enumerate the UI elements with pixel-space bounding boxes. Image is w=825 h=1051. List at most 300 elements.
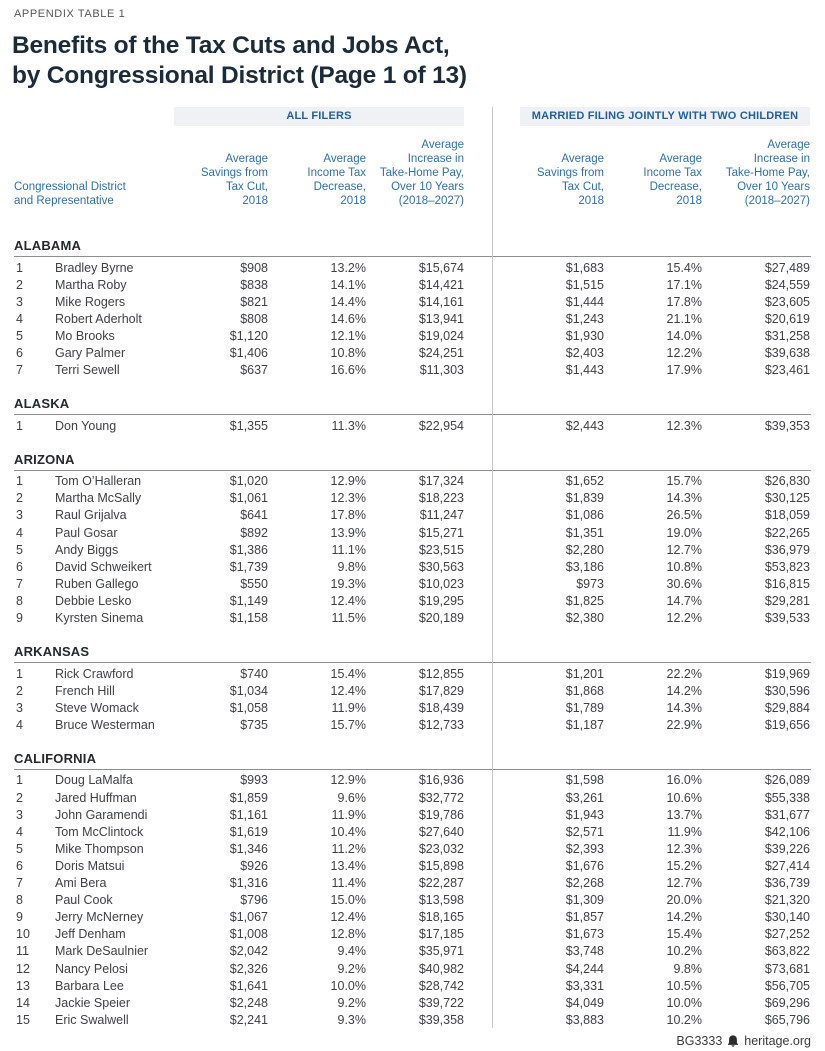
representative-name: Barbara Lee	[55, 978, 124, 993]
district-number: 4	[16, 311, 23, 326]
table-row	[14, 807, 811, 824]
cell-value: 17.8%	[330, 508, 366, 523]
cell-value: 14.7%	[666, 593, 702, 608]
cell-value: $1,316	[229, 876, 268, 891]
cell-value: 19.3%	[330, 576, 366, 591]
cell-value: $1,619	[229, 824, 268, 839]
district-number: 7	[16, 576, 23, 591]
cell-value: $2,248	[229, 995, 268, 1010]
cell-value: $1,161	[229, 807, 268, 822]
representative-name: Steve Womack	[55, 700, 139, 715]
state-section	[14, 751, 811, 1029]
cell-value: $17,324	[418, 474, 464, 489]
representative-name: Paul Gosar	[55, 525, 118, 540]
representative-name: Ruben Gallego	[55, 576, 139, 591]
cell-value: $10,023	[418, 576, 464, 591]
cell-value: 11.3%	[331, 418, 366, 433]
cell-value: $1,683	[565, 260, 604, 275]
cell-value: 14.6%	[330, 311, 366, 326]
table-row	[14, 260, 811, 277]
representative-name: Jeff Denham	[55, 927, 126, 942]
cell-value: $65,796	[764, 1012, 810, 1027]
cell-value: $926	[240, 858, 268, 873]
cell-value: 12.2%	[666, 345, 702, 360]
cell-value: 10.2%	[666, 1012, 702, 1027]
table-row	[14, 559, 811, 576]
representative-name: David Schweikert	[55, 559, 152, 574]
cell-value: $1,443	[565, 363, 604, 378]
cell-value: 10.5%	[666, 978, 702, 993]
table-row	[14, 345, 811, 362]
cell-value: $1,825	[565, 593, 604, 608]
cell-value: $21,320	[764, 893, 810, 908]
table-row	[14, 473, 811, 490]
cell-value: $1,839	[565, 491, 604, 506]
cell-value: $19,786	[418, 807, 464, 822]
cell-value: $1,789	[565, 700, 604, 715]
district-number: 8	[16, 593, 23, 608]
cell-value: $808	[240, 311, 268, 326]
representative-name: Tom McClintock	[55, 824, 144, 839]
table-row	[14, 507, 811, 524]
cell-value: $11,247	[419, 508, 464, 523]
cell-value: $796	[240, 893, 268, 908]
page-title	[12, 31, 811, 91]
cell-value: $63,822	[764, 944, 810, 959]
cell-value: 14.3%	[666, 491, 702, 506]
cell-value: $23,515	[418, 542, 464, 557]
cell-value: $1,515	[565, 277, 604, 292]
cell-value: $22,287	[418, 876, 464, 891]
representative-name: Bruce Westerman	[55, 717, 155, 732]
cell-value: 14.1%	[330, 277, 366, 292]
cell-value: $1,641	[229, 978, 268, 993]
cell-value: 11.2%	[331, 841, 366, 856]
table-row	[14, 277, 811, 294]
cell-value: 10.0%	[330, 978, 366, 993]
cell-value: 12.3%	[666, 418, 702, 433]
state-section	[14, 644, 811, 734]
representative-name: Ami Bera	[55, 876, 107, 891]
cell-value: $18,439	[418, 700, 464, 715]
cell-value: 13.4%	[330, 858, 366, 873]
cell-value: $892	[240, 525, 268, 540]
group-divider-line	[492, 107, 493, 1028]
cell-value: 10.8%	[666, 559, 702, 574]
cell-value: 11.5%	[331, 611, 366, 625]
cell-value: $20,189	[418, 611, 464, 625]
table-row	[14, 909, 811, 926]
cell-value: 12.8%	[330, 927, 366, 942]
column-header-takehome-married: Average Increase in Take-Home Pay, Over 10 Years (2018–2027)	[725, 139, 810, 207]
cell-value: $18,059	[764, 508, 810, 523]
footer-site: heritage.org	[744, 1033, 811, 1048]
cell-value: $15,674	[418, 260, 464, 275]
cell-value: $11,303	[419, 363, 464, 378]
cell-value: $30,125	[764, 491, 810, 506]
cell-value: $31,258	[764, 328, 810, 343]
district-number: 8	[16, 893, 23, 908]
cell-value: $3,186	[565, 559, 604, 574]
cell-value: $12,855	[418, 666, 464, 681]
state-name: ALASKA	[14, 396, 811, 415]
cell-value: $838	[240, 277, 268, 292]
district-number: 6	[16, 345, 23, 360]
cell-value: $3,883	[565, 1012, 604, 1027]
cell-value: $39,226	[764, 841, 810, 856]
representative-name: Martha McSally	[55, 491, 142, 506]
representative-name: Robert Aderholt	[55, 311, 142, 326]
cell-value: $1,857	[565, 910, 604, 925]
cell-value: 11.9%	[667, 824, 702, 839]
cell-value: $13,941	[418, 311, 464, 326]
cell-value: 19.0%	[666, 525, 702, 540]
cell-value: $26,089	[764, 773, 810, 788]
cell-value: 22.2%	[666, 666, 702, 681]
cell-value: $908	[240, 260, 268, 275]
state-section	[14, 396, 811, 435]
cell-value: 12.4%	[330, 910, 366, 925]
table-row	[14, 666, 811, 683]
district-number: 5	[16, 841, 23, 856]
cell-value: $39,533	[764, 611, 810, 625]
table-row	[14, 311, 811, 328]
district-number: 3	[16, 807, 23, 822]
district-number: 4	[16, 824, 23, 839]
cell-value: 17.1%	[666, 277, 702, 292]
cell-value: 14.3%	[666, 700, 702, 715]
cell-value: 9.6%	[337, 790, 366, 805]
cell-value: 15.4%	[330, 666, 366, 681]
state-rows	[14, 257, 811, 379]
district-number: 1	[16, 773, 23, 788]
representative-name: Don Young	[55, 418, 117, 433]
cell-value: $1,020	[229, 474, 268, 489]
cell-value: $2,326	[229, 961, 268, 976]
cell-value: $27,414	[764, 858, 810, 873]
district-number: 4	[16, 525, 23, 540]
cell-value: $28,742	[418, 978, 464, 993]
state-section	[14, 238, 811, 379]
cell-value: $1,008	[229, 927, 268, 942]
cell-value: $19,295	[418, 593, 464, 608]
cell-value: 10.2%	[666, 944, 702, 959]
representative-name: Nancy Pelosi	[55, 961, 128, 976]
cell-value: $1,739	[229, 559, 268, 574]
footer-report-code: BG3333	[676, 1033, 723, 1048]
cell-value: $18,223	[418, 491, 464, 506]
representative-name: Doris Matsui	[55, 858, 125, 873]
cell-value: $1,187	[565, 717, 604, 732]
representative-name: John Garamendi	[55, 807, 148, 822]
cell-value: $1,355	[229, 418, 268, 433]
district-number: 1	[16, 418, 23, 433]
table-row	[14, 943, 811, 960]
group-header-row	[14, 107, 811, 126]
page-title-line2: by Congressional District (Page 1 of 13)	[12, 62, 467, 89]
cell-value: 10.4%	[330, 824, 366, 839]
cell-value: 11.1%	[331, 542, 366, 557]
cell-value: $39,358	[418, 1012, 464, 1027]
table-row	[14, 418, 811, 435]
cell-value: 9.8%	[337, 559, 366, 574]
cell-value: $39,353	[764, 418, 810, 433]
bell-icon	[727, 1035, 739, 1047]
cell-value: 12.3%	[330, 491, 366, 506]
representative-name: Eric Swalwell	[55, 1012, 129, 1027]
cell-value: $1,386	[229, 542, 268, 557]
table-row	[14, 1012, 811, 1029]
table-row	[14, 576, 811, 593]
representative-name: Tom O’Halleran	[55, 474, 142, 489]
cell-value: $23,032	[418, 841, 464, 856]
column-header-tax-decrease-all: Average Income Tax Decrease, 2018	[307, 153, 366, 207]
district-number: 5	[16, 328, 23, 343]
cell-value: 9.3%	[337, 1012, 366, 1027]
representative-name: French Hill	[55, 683, 115, 698]
state-rows	[14, 415, 811, 435]
cell-value: $3,331	[565, 978, 604, 993]
cell-value: $13,598	[418, 893, 464, 908]
representative-name: Jackie Speier	[55, 995, 131, 1010]
representative-name: Debbie Lesko	[55, 593, 132, 608]
cell-value: $1,120	[229, 328, 268, 343]
cell-value: 14.2%	[666, 910, 702, 925]
cell-value: $20,619	[764, 311, 810, 326]
cell-value: 9.8%	[673, 961, 702, 976]
cell-value: 15.4%	[666, 260, 702, 275]
cell-value: $30,596	[764, 683, 810, 698]
table-row	[14, 841, 811, 858]
cell-value: $31,677	[764, 807, 810, 822]
cell-value: $39,638	[764, 345, 810, 360]
representative-name: Kyrsten Sinema	[55, 611, 144, 625]
cell-value: $27,489	[764, 260, 810, 275]
cell-value: $22,954	[418, 418, 464, 433]
cell-value: $1,652	[565, 474, 604, 489]
cell-value: $36,979	[764, 542, 810, 557]
cell-value: 22.9%	[666, 717, 702, 732]
cell-value: $30,140	[764, 910, 810, 925]
cell-value: $1,351	[565, 525, 604, 540]
cell-value: 11.4%	[331, 876, 366, 891]
table-row	[14, 362, 811, 379]
cell-value: 26.5%	[666, 508, 702, 523]
district-number: 6	[16, 559, 23, 574]
cell-value: $993	[240, 773, 268, 788]
cell-value: $1,346	[229, 841, 268, 856]
representative-name: Mo Brooks	[55, 328, 115, 343]
column-header-tax-decrease-married: Average Income Tax Decrease, 2018	[643, 153, 702, 207]
district-number: 2	[16, 683, 23, 698]
cell-value: $53,823	[764, 559, 810, 574]
cell-value: $56,705	[764, 978, 810, 993]
district-number: 9	[16, 910, 23, 925]
cell-value: $29,884	[764, 700, 810, 715]
cell-value: 11.9%	[331, 807, 366, 822]
cell-value: $35,971	[418, 944, 464, 959]
column-header-avg-savings-married: Average Savings from Tax Cut, 2018	[536, 153, 604, 207]
district-number: 10	[16, 927, 30, 942]
cell-value: $1,058	[229, 700, 268, 715]
district-number: 1	[16, 260, 23, 275]
cell-value: $4,049	[565, 995, 604, 1010]
state-rows	[14, 471, 811, 627]
group-header-all-filers: ALL FILERS	[174, 107, 464, 126]
table-row	[14, 593, 811, 610]
table-row	[14, 525, 811, 542]
cell-value: $17,185	[418, 927, 464, 942]
representative-name: Mike Thompson	[55, 841, 144, 856]
district-number: 4	[16, 717, 23, 732]
cell-value: $30,563	[418, 559, 464, 574]
cell-value: $2,403	[565, 345, 604, 360]
cell-value: 12.4%	[330, 593, 366, 608]
column-header-district-representative: Congressional District and Representative	[14, 181, 126, 207]
cell-value: 12.7%	[666, 876, 702, 891]
district-number: 2	[16, 491, 23, 506]
table-row	[14, 490, 811, 507]
district-number: 3	[16, 508, 23, 523]
table-row	[14, 717, 811, 734]
cell-value: $1,406	[229, 345, 268, 360]
cell-value: $641	[240, 508, 268, 523]
cell-value: $735	[240, 717, 268, 732]
table-row	[14, 892, 811, 909]
cell-value: $2,393	[565, 841, 604, 856]
page-title-line1: Benefits of the Tax Cuts and Jobs Act,	[12, 32, 450, 59]
cell-value: $1,149	[229, 593, 268, 608]
cell-value: 21.1%	[666, 311, 702, 326]
table-row	[14, 824, 811, 841]
district-number: 1	[16, 666, 23, 681]
state-name: CALIFORNIA	[14, 751, 811, 770]
district-number: 3	[16, 700, 23, 715]
table-row	[14, 610, 811, 627]
cell-value: 30.6%	[666, 576, 702, 591]
district-number: 5	[16, 542, 23, 557]
table-row	[14, 294, 811, 311]
cell-value: 12.9%	[330, 474, 366, 489]
district-number: 13	[16, 978, 30, 993]
district-number: 12	[16, 961, 30, 976]
cell-value: 12.1%	[330, 328, 366, 343]
cell-value: $36,739	[764, 876, 810, 891]
cell-value: 14.4%	[330, 294, 366, 309]
representative-name: Terri Sewell	[55, 363, 120, 378]
cell-value: $821	[240, 294, 268, 309]
cell-value: $2,380	[565, 611, 604, 625]
representative-name: Gary Palmer	[55, 345, 126, 360]
table-row	[14, 858, 811, 875]
cell-value: $19,024	[418, 328, 464, 343]
representative-name: Andy Biggs	[55, 542, 119, 557]
cell-value: $1,444	[565, 294, 604, 309]
table-row	[14, 772, 811, 789]
state-name: ALABAMA	[14, 238, 811, 257]
cell-value: $1,309	[565, 893, 604, 908]
cell-value: $2,280	[565, 542, 604, 557]
group-header-married-filing: MARRIED FILING JOINTLY WITH TWO CHILDREN	[520, 107, 810, 126]
cell-value: 9.2%	[337, 995, 366, 1010]
cell-value: $42,106	[764, 824, 810, 839]
table-row	[14, 328, 811, 345]
cell-value: $1,158	[229, 611, 268, 625]
cell-value: $55,338	[764, 790, 810, 805]
cell-value: 13.9%	[330, 525, 366, 540]
cell-value: $3,261	[565, 790, 604, 805]
cell-value: $22,265	[764, 525, 810, 540]
state-section	[14, 452, 811, 627]
cell-value: 15.7%	[330, 717, 366, 732]
cell-value: 15.2%	[666, 858, 702, 873]
cell-value: $1,943	[565, 807, 604, 822]
district-number: 11	[16, 944, 29, 959]
table-eyebrow: APPENDIX TABLE 1	[14, 8, 126, 20]
representative-name: Doug LaMalfa	[55, 773, 133, 788]
cell-value: $15,898	[418, 858, 464, 873]
cell-value: 12.2%	[666, 611, 702, 625]
representative-name: Rick Crawford	[55, 666, 134, 681]
cell-value: $550	[240, 576, 268, 591]
cell-value: $1,930	[565, 328, 604, 343]
benefits-table	[14, 107, 811, 1029]
cell-value: $23,605	[764, 294, 810, 309]
cell-value: 10.8%	[330, 345, 366, 360]
district-number: 7	[16, 363, 23, 378]
state-rows	[14, 663, 811, 734]
cell-value: 12.3%	[666, 841, 702, 856]
footer	[14, 1034, 811, 1048]
cell-value: $27,640	[418, 824, 464, 839]
cell-value: 14.2%	[666, 683, 702, 698]
cell-value: 16.6%	[330, 363, 366, 378]
district-number: 2	[16, 790, 23, 805]
district-number: 2	[16, 277, 23, 292]
cell-value: $15,271	[418, 525, 464, 540]
representative-name: Martha Roby	[55, 277, 127, 292]
column-header-row	[14, 132, 811, 208]
representative-name: Mark DeSaulnier	[55, 944, 149, 959]
cell-value: $14,161	[418, 294, 464, 309]
cell-value: 11.9%	[331, 700, 366, 715]
cell-value: $637	[240, 363, 268, 378]
cell-value: $1,676	[565, 858, 604, 873]
state-rows	[14, 770, 811, 1029]
table-row	[14, 926, 811, 943]
cell-value: $973	[576, 576, 604, 591]
table-row	[14, 978, 811, 995]
representative-name: Raul Grijalva	[55, 508, 127, 523]
representative-name: Paul Cook	[55, 893, 113, 908]
table-body	[14, 238, 811, 1029]
district-number: 7	[16, 876, 23, 891]
cell-value: $16,815	[764, 576, 810, 591]
table-row	[14, 683, 811, 700]
cell-value: $1,673	[565, 927, 604, 942]
representative-name: Mike Rogers	[55, 294, 126, 309]
cell-value: 12.9%	[330, 773, 366, 788]
cell-value: $1,061	[229, 491, 268, 506]
cell-value: 17.9%	[666, 363, 702, 378]
cell-value: 9.2%	[337, 961, 366, 976]
cell-value: $2,268	[565, 876, 604, 891]
cell-value: $16,936	[418, 773, 464, 788]
table-row	[14, 700, 811, 717]
cell-value: $1,598	[565, 773, 604, 788]
cell-value: $1,086	[565, 508, 604, 523]
district-number: 14	[16, 995, 30, 1010]
